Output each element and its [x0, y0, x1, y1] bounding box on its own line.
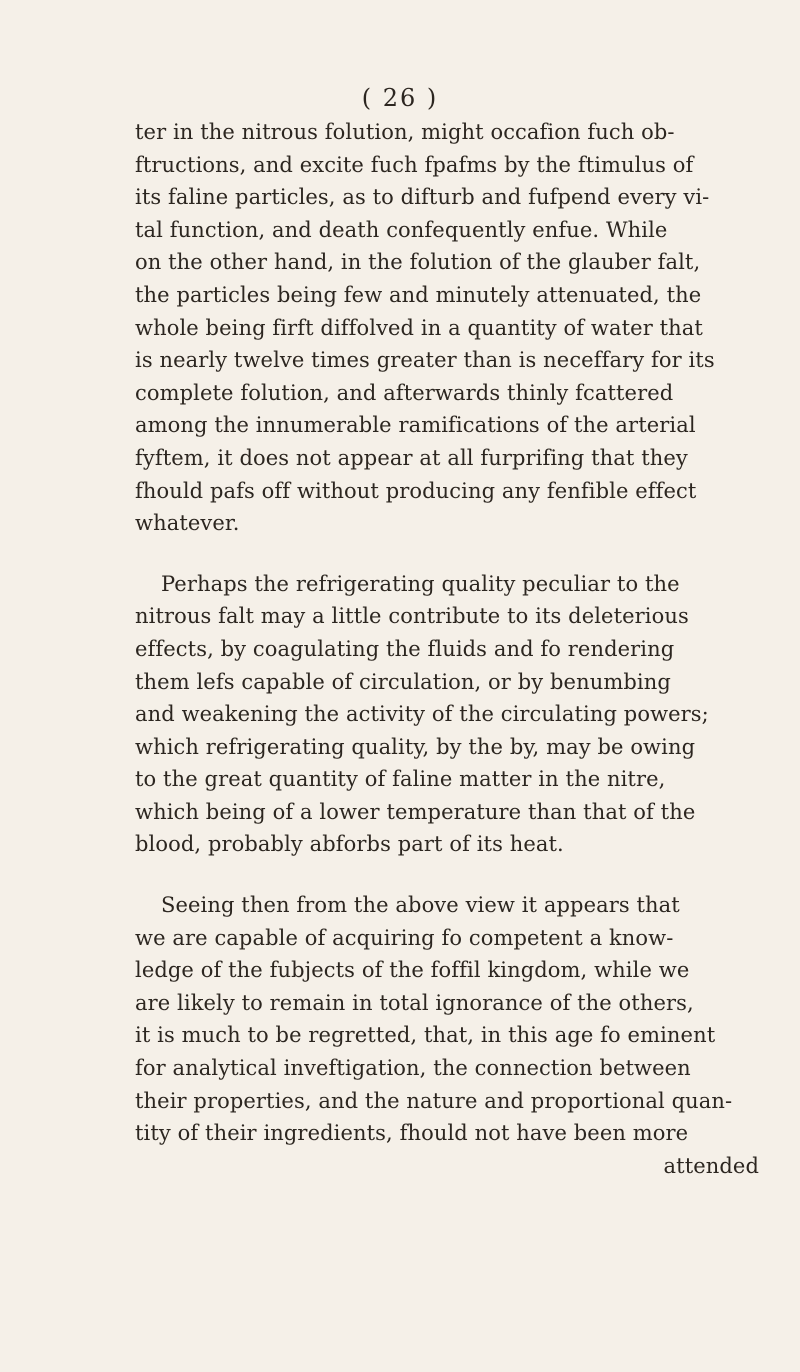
text-line: ter in the nitrous folution, might occafion fuch ob-: [135, 120, 675, 144]
text-line: fyftem, it does not appear at all furprifing that they: [135, 445, 688, 470]
text-line: to the great quantity of faline matter in the nitre,: [135, 767, 666, 792]
text-line: Seeing then from the above view it appears that: [161, 893, 680, 918]
paragraph-spacer: [135, 861, 775, 889]
text-line: complete folution, and afterwards thinly fcattered: [135, 380, 674, 405]
catchword: attended: [663, 1153, 759, 1178]
text-line: which being of a lower temperature than that of the: [135, 799, 696, 824]
text-line: among the innumerable ramifications of the arterial: [135, 413, 696, 438]
text-line: them lefs capable of circulation, or by benumbing: [135, 669, 671, 694]
text-line: are likely to remain in total ignorance of the others,: [135, 990, 694, 1015]
text-line: it is much to be regretted, that, in this age fo eminent: [135, 1023, 716, 1048]
text-line: whatever.: [135, 511, 240, 536]
text-line: the particles being few and minutely attenuated, the: [135, 282, 702, 307]
paragraph-3: [135, 889, 775, 1182]
paragraph-1: [135, 116, 775, 540]
text-line: which refrigerating quality, by the by, may be owing: [135, 734, 696, 759]
page-number: ( 26 ): [361, 84, 439, 112]
text-line: nitrous falt may a little contribute to its deleterious: [135, 604, 689, 629]
text-line: effects, by coagulating the fluids and fo rendering: [135, 636, 675, 661]
text-line: fhould pafs off without producing any fenfible effect: [135, 478, 697, 503]
text-line: tity of their ingredients, fhould not have been more: [135, 1121, 689, 1146]
text-line: tal function, and death confequently enfue. While: [135, 217, 668, 242]
body-text: [135, 116, 775, 1182]
text-line: we are capable of acquiring fo competent a know-: [135, 925, 674, 950]
text-line: on the other hand, in the folution of the glauber falt,: [135, 250, 701, 275]
text-line: for analytical inveftigation, the connection between: [135, 1056, 691, 1081]
text-line: Perhaps the refrigerating quality peculiar to the: [161, 571, 680, 596]
text-line: blood, probably abforbs part of its heat.: [135, 832, 564, 857]
text-line: ftructions, and excite fuch fpafms by the ftimulus of: [135, 152, 694, 177]
text-line: ledge of the fubjects of the foffil kingdom, while we: [135, 958, 690, 983]
text-line: is nearly twelve times greater than is neceffary for its: [135, 348, 715, 373]
text-line: its faline particles, as to difturb and fufpend every vi-: [135, 185, 710, 210]
text-line: and weakening the activity of the circulating powers;: [135, 702, 709, 727]
paragraph-2: [135, 568, 775, 861]
paragraph-spacer: [135, 540, 775, 568]
text-line: whole being firft diffolved in a quantity of water that: [135, 315, 703, 340]
text-line: their properties, and the nature and proportional quan-: [135, 1088, 733, 1113]
